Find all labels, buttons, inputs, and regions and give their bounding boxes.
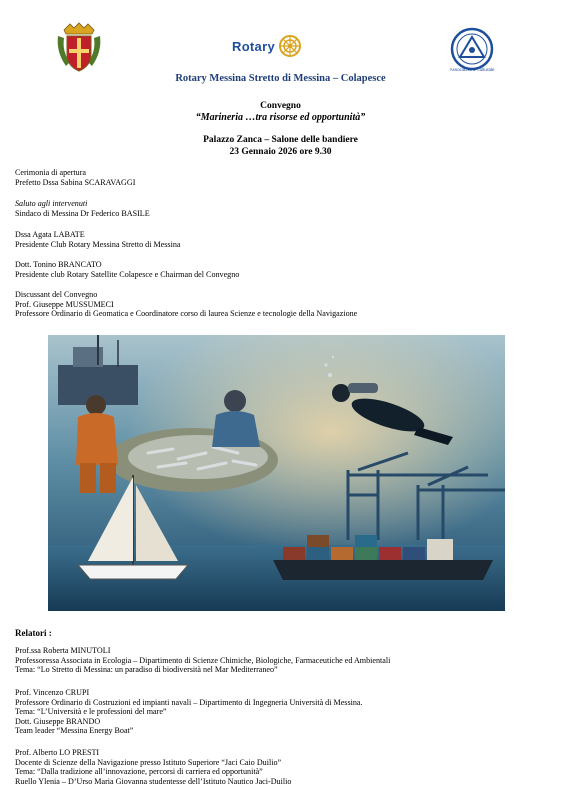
event-date: 23 Gennaio 2026 ore 9.30 [229,147,332,157]
association-caption: Associazione culturale [449,67,495,72]
event-title: “Marineria …tra risorse ed opportunità” [195,112,366,123]
speaker-name: Prof. Alberto LO PRESTI [15,748,100,757]
speaker-students: Ruello Ylenia – D’Urso Maria Giovanna studentesse dell’Istituto Nautico Jaci-Duilio [15,776,292,786]
speaker-name: Prof. Vincenzo CRUPI [15,688,90,697]
speaker-topic: Tema: “L’Università e le professioni del mare” [15,707,167,716]
opening-section [15,168,135,187]
rotary-wordmark: Rotary [232,38,275,54]
messina-crest-logo [56,22,102,74]
labate-section [15,230,180,249]
discussant-section [15,290,357,319]
maritime-illustration [48,335,505,611]
speaker-name: Dott. Giuseppe BRANDO [15,716,101,726]
speaker-role: Professoressa Associata in Ecologia – Dipartimento di Scienze Chimiche, Biologiche, Farmaceutiche ed Ambientali [15,655,391,665]
discussant-role: Professore Ordinario di Geomatica e Coordinatore corso di laurea Scienze e tecnologie della Navigazione [15,309,358,318]
speaker-role: Team leader “Messina Energy Boat” [15,726,134,735]
brancato-section [15,260,239,279]
speaker-role: Professore Ordinario di Costruzioni ed impianti navali – Dipartimento di Ingegneria Università di Messina. [15,697,363,707]
speaker-lo-presti [15,748,291,786]
greetings-label: Saluto agli intervenuti [15,199,88,208]
speaker-crupi [15,688,363,736]
discussant-name: Prof. Giuseppe MUSSUMECI [15,299,114,309]
discussant-label: Discussant del Convegno [15,290,98,299]
speaker-minutoli [15,646,390,675]
brancato-role: Presidente club Rotary Satellite Colapesce e Chairman del Convegno [15,269,240,279]
event-label: Convegno [260,101,301,111]
event-venue: Palazzo Zanca – Salone delle bandiere [203,135,358,145]
brancato-name: Dott. Tonino BRANCATO [15,260,102,269]
speaker-name: Prof.ssa Roberta MINUTOLI [15,646,111,655]
labate-role: Presidente Club Rotary Messina Stretto di Messina [15,239,181,249]
speaker-topic: Tema: “Dalla tradizione all’innovazione, percorsi di carriera ed opportunità” [15,767,263,776]
speaker-role: Docente di Scienze della Navigazione presso Istituto Superiore “Jaci Caio Duilio” [15,757,282,767]
club-title: Rotary Messina Stretto di Messina – Colapesce [175,73,386,84]
greetings-section [15,199,150,218]
rotary-wheel-icon [279,35,301,57]
speaker-topic: Tema: “Lo Stretto di Messina: un paradiso di biodiversità nel Mar Mediterraneo” [15,665,278,674]
speakers-heading: Relatori : [15,628,52,638]
opening-label: Cerimonia di apertura [15,168,87,177]
labate-name: Dssa Agata LABATE [15,230,85,239]
opening-person: Prefetto Dssa Sabina SCARAVAGGI [15,177,136,187]
greetings-person: Sindaco di Messina Dr Federico BASILE [15,208,150,218]
rotary-logo [232,35,301,57]
